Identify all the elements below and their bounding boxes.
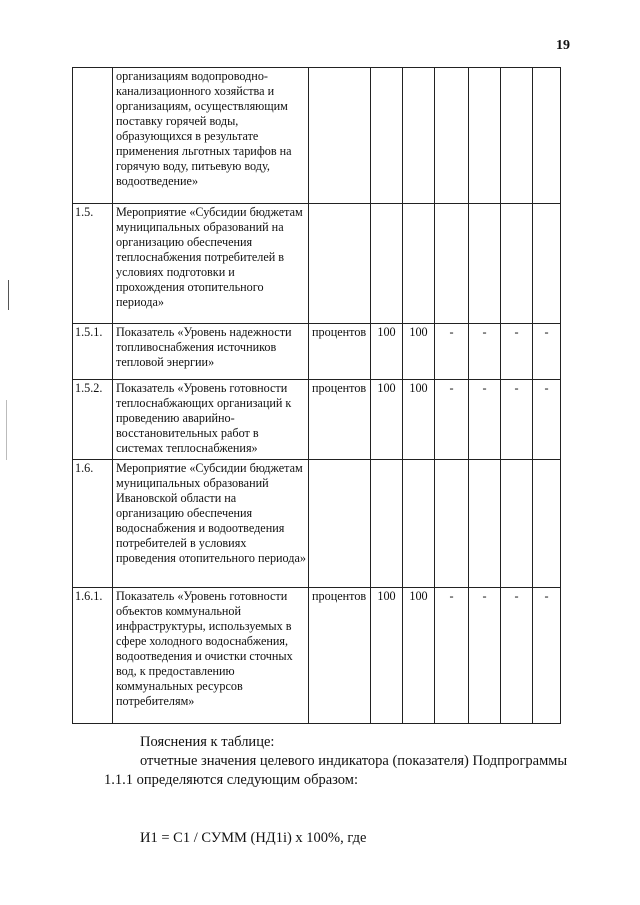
table-row [73, 204, 561, 324]
notes-line-2: 1.1.1 определяются следующим образом: [104, 772, 358, 788]
row-value-3 [435, 460, 469, 588]
row-unit [309, 460, 371, 588]
row-value-5: - [501, 588, 533, 724]
row-value-3: - [435, 380, 469, 460]
row-value-4 [469, 460, 501, 588]
row-value-6: - [533, 380, 561, 460]
row-value-3: - [435, 324, 469, 380]
row-name: организациям водопроводно-канализационного хозяйства и организациям, осуществляющим поставку горячей воды, образующихся в результате применения льготных тарифов на горячую воду, питьевую воду, водоотведение» [113, 68, 309, 204]
row-value-1: 100 [371, 588, 403, 724]
row-number: 1.6.1. [73, 588, 113, 724]
table-row [73, 460, 561, 588]
row-number [73, 68, 113, 204]
row-value-6 [533, 204, 561, 324]
formula: И1 = С1 / СУММ (НД1i) х 100%, где [140, 830, 367, 846]
row-unit [309, 204, 371, 324]
row-value-4 [469, 204, 501, 324]
row-number: 1.6. [73, 460, 113, 588]
row-value-5 [501, 460, 533, 588]
notes-line-1: отчетные значения целевого индикатора (показателя) Подпрограммы [140, 753, 568, 769]
row-value-4 [469, 68, 501, 204]
row-value-5: - [501, 324, 533, 380]
margin-mark [6, 400, 7, 460]
row-name: Мероприятие «Субсидии бюджетам муниципальных образований на организацию обеспечения теплоснабжения потребителей в условиях подготовки и прохождения отопительного периода» [113, 204, 309, 324]
row-name: Показатель «Уровень готовности объектов коммунальной инфраструктуры, используемых в сфере холодного водоснабжения, водоотведения и очистки сточных вод, к предоставлению коммунальных ресурсов потребителям» [113, 588, 309, 724]
row-name: Показатель «Уровень надежности топливоснабжения источников тепловой энергии» [113, 324, 309, 380]
row-value-1: 100 [371, 324, 403, 380]
row-value-3 [435, 204, 469, 324]
row-value-4: - [469, 588, 501, 724]
row-value-6 [533, 460, 561, 588]
row-value-4: - [469, 324, 501, 380]
row-number: 1.5.2. [73, 380, 113, 460]
row-name: Мероприятие «Субсидии бюджетам муниципальных образований Ивановской области на организацию обеспечения водоснабжения и водоотведения потребителей в условиях проведения отопительного периода» [113, 460, 309, 588]
table-row [73, 380, 561, 460]
row-value-6 [533, 68, 561, 204]
row-value-1: 100 [371, 380, 403, 460]
row-value-2 [403, 68, 435, 204]
row-value-4: - [469, 380, 501, 460]
row-value-2: 100 [403, 324, 435, 380]
row-value-1 [371, 68, 403, 204]
row-value-6: - [533, 588, 561, 724]
row-unit: процентов [309, 380, 371, 460]
row-value-6: - [533, 324, 561, 380]
row-value-3 [435, 68, 469, 204]
row-value-2: 100 [403, 380, 435, 460]
row-value-5 [501, 68, 533, 204]
table-row [73, 324, 561, 380]
row-name: Показатель «Уровень готовности теплоснабжающих организаций к проведению аварийно-восстановительных работ в системах теплоснабжения» [113, 380, 309, 460]
row-value-2 [403, 204, 435, 324]
row-unit [309, 68, 371, 204]
notes-heading: Пояснения к таблице: [140, 734, 275, 750]
row-value-5 [501, 204, 533, 324]
page-number: 19 [556, 38, 570, 53]
row-value-5: - [501, 380, 533, 460]
table-row [73, 588, 561, 724]
row-number: 1.5.1. [73, 324, 113, 380]
row-value-1 [371, 460, 403, 588]
row-number: 1.5. [73, 204, 113, 324]
row-value-2: 100 [403, 588, 435, 724]
row-unit: процентов [309, 588, 371, 724]
row-value-3: - [435, 588, 469, 724]
row-value-1 [371, 204, 403, 324]
margin-mark [8, 280, 9, 310]
row-value-2 [403, 460, 435, 588]
table-row [73, 68, 561, 204]
row-unit: процентов [309, 324, 371, 380]
indicators-table [72, 67, 561, 724]
